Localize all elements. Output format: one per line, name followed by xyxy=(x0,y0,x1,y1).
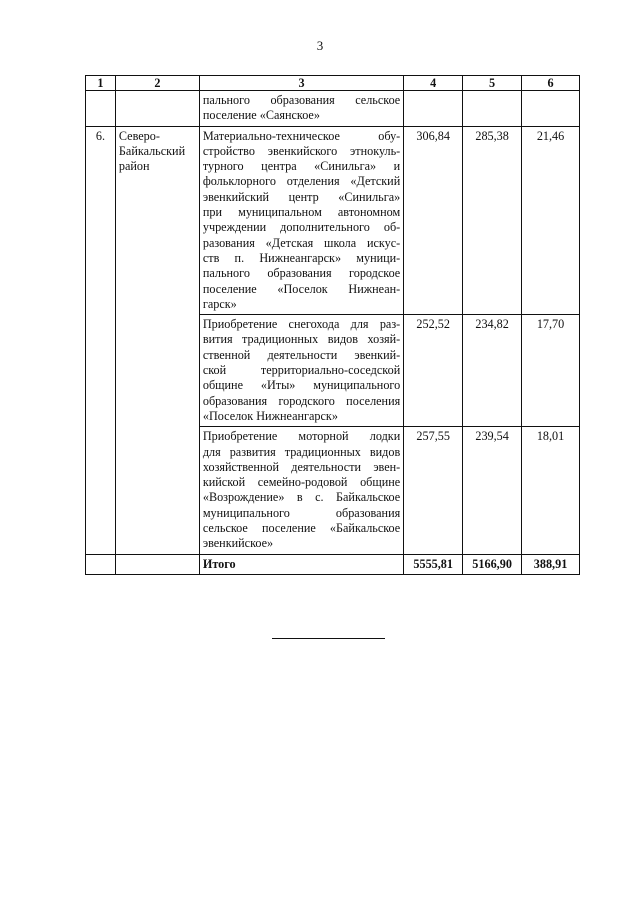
district-line: Байкальский xyxy=(118,143,186,158)
funding-table xyxy=(85,75,580,575)
header-cell-5: 5 xyxy=(463,76,522,91)
value-col6: 18,01 xyxy=(522,427,580,554)
item-description: Материально-техническое обу- стройство эвенкийского этнокуль- турного центра «Синильга» и фольклорного отделения «Детский эвенкийский центр «Синильга» при муниципальном автономном учреждении дополнительного об- разования «Детская школа искус- ств п. Нижнеангарск» муници- пального образования городское поселение «Поселок Нижнеан- гарск» xyxy=(199,126,403,315)
footer-divider xyxy=(272,638,385,639)
table-row xyxy=(86,126,580,315)
total-col5: 5166,90 xyxy=(463,554,522,574)
total-row xyxy=(86,554,580,574)
row-number: 6. xyxy=(86,126,116,554)
header-cell-2: 2 xyxy=(115,76,199,91)
value-col4: 257,55 xyxy=(404,427,463,554)
header-cell-4: 4 xyxy=(404,76,463,91)
page-number: 3 xyxy=(316,38,324,53)
total-label: Итого xyxy=(199,554,403,574)
total-col4: 5555,81 xyxy=(404,554,463,574)
value-col4: 252,52 xyxy=(404,315,463,427)
value-col4: 306,84 xyxy=(404,126,463,315)
text-line: поселение «Саянское» xyxy=(202,108,320,123)
district-line: район xyxy=(118,159,150,174)
item-description: Приобретение снегохода для раз- вития традиционных видов хозяй- ственной деятельности эвенкий- ской территориально-соседской общине «Иты» муниципального образования городского поселения «Поселок Нижнеангарск» xyxy=(199,315,403,427)
value-col5: 239,54 xyxy=(463,427,522,554)
table-header-row xyxy=(86,76,580,91)
district-line: Северо- xyxy=(118,128,160,143)
value-col5: 285,38 xyxy=(463,126,522,315)
total-col6: 388,91 xyxy=(522,554,580,574)
value-col6: 17,70 xyxy=(522,315,580,427)
item-description: Приобретение моторной лодки для развития традиционных видов хозяйственной деятельности эвен- кийской семейно-родовой общине «Возрождение» в с. Байкальское муниципального образования сельское поселение «Байкальское эвенкийское» xyxy=(199,427,403,554)
header-cell-1: 1 xyxy=(86,76,116,91)
header-cell-3: 3 xyxy=(199,76,403,91)
value-col6: 21,46 xyxy=(522,126,580,315)
district-cell xyxy=(115,126,199,554)
value-col5: 234,82 xyxy=(463,315,522,427)
header-cell-6: 6 xyxy=(522,76,580,91)
text-line: пального образования сельское xyxy=(202,93,401,107)
continuation-text-cell xyxy=(199,91,403,127)
table-row xyxy=(86,91,580,127)
